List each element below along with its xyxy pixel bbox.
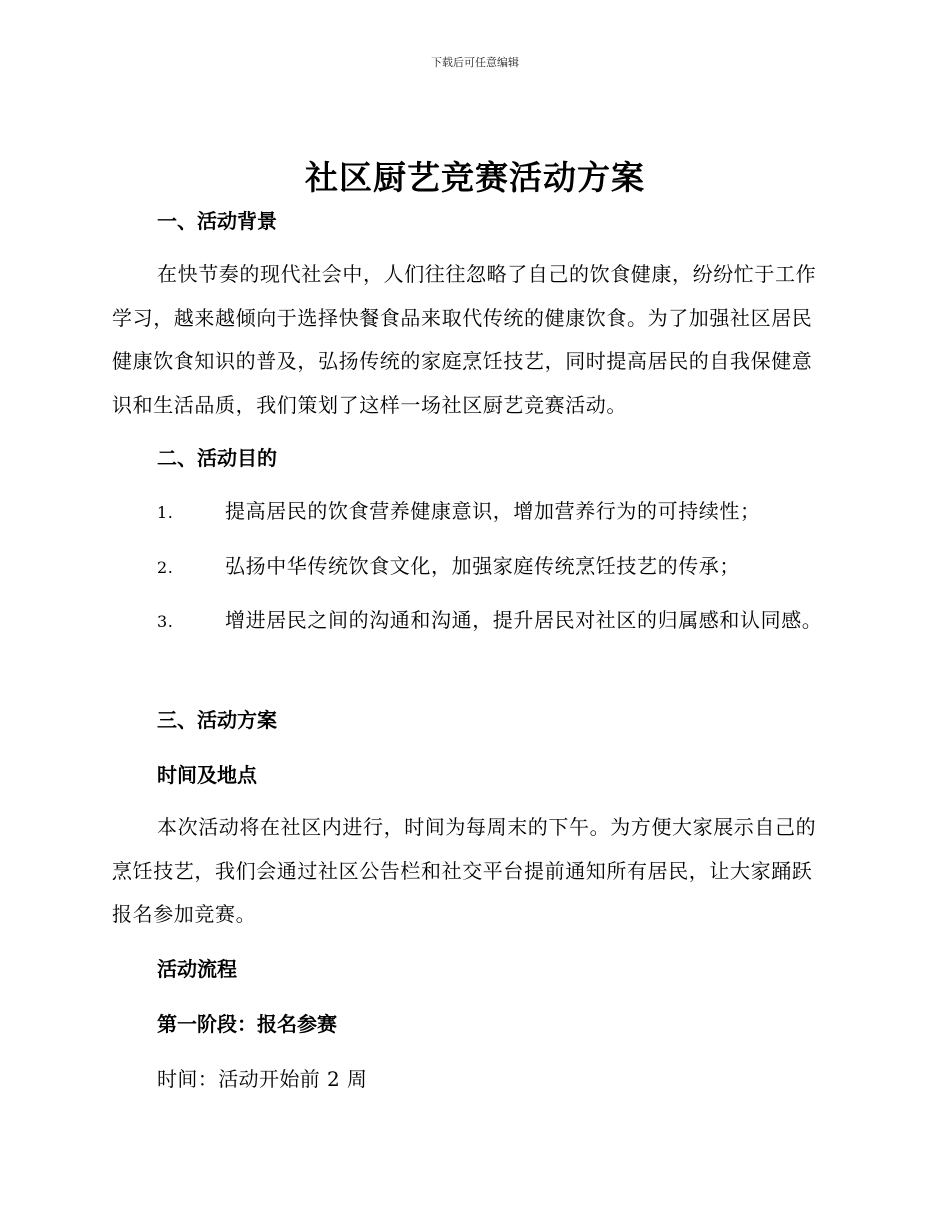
section-heading-plan: 三、活动方案 [157, 708, 277, 732]
background-paragraph: 在快节奏的现代社会中，人们往往忽略了自己的饮食健康，纷纷忙于工作学习，越来越倾向于选择快餐食品来取代传统的健康饮食。为了加强社区居民健康饮食知识的普及，弘扬传统的家庭烹饪技艺，同时提高居民的自我保健意识和生活品质，我们策划了这样一场社区厨艺竞赛活动。 [112, 262, 817, 417]
subheading-time-place: 时间及地点 [157, 763, 257, 787]
subheading-stage1: 第一阶段：报名参赛 [157, 1012, 337, 1036]
header-note: 下载后可任意编辑 [431, 56, 519, 69]
section-heading-background: 一、活动背景 [157, 209, 277, 233]
list-number: 2. [157, 558, 174, 577]
list-text: 提高居民的饮食营养健康意识，增加营养行为的可持续性； [225, 499, 761, 523]
document-title: 社区厨艺竞赛活动方案 [305, 158, 645, 197]
list-text: 增进居民之间的沟通和沟通，提升居民对社区的归属感和认同感。 [225, 608, 823, 632]
list-number: 3. [157, 612, 174, 631]
list-text: 弘扬中华传统饮食文化，加强家庭传统烹饪技艺的传承； [225, 554, 740, 578]
section-heading-purpose: 二、活动目的 [157, 446, 277, 470]
subheading-process: 活动流程 [157, 957, 237, 981]
list-item [112, 490, 832, 535]
list-number: 1. [157, 503, 174, 522]
list-item [112, 545, 832, 590]
stage1-time: 时间：活动开始前 2 周 [157, 1067, 368, 1091]
time-place-paragraph: 本次活动将在社区内进行，时间为每周末的下午。为方便大家展示自己的烹饪技艺，我们会通过社区公告栏和社交平台提前通知所有居民，让大家踊跃报名参加竞赛。 [112, 815, 817, 926]
list-item [112, 599, 832, 644]
